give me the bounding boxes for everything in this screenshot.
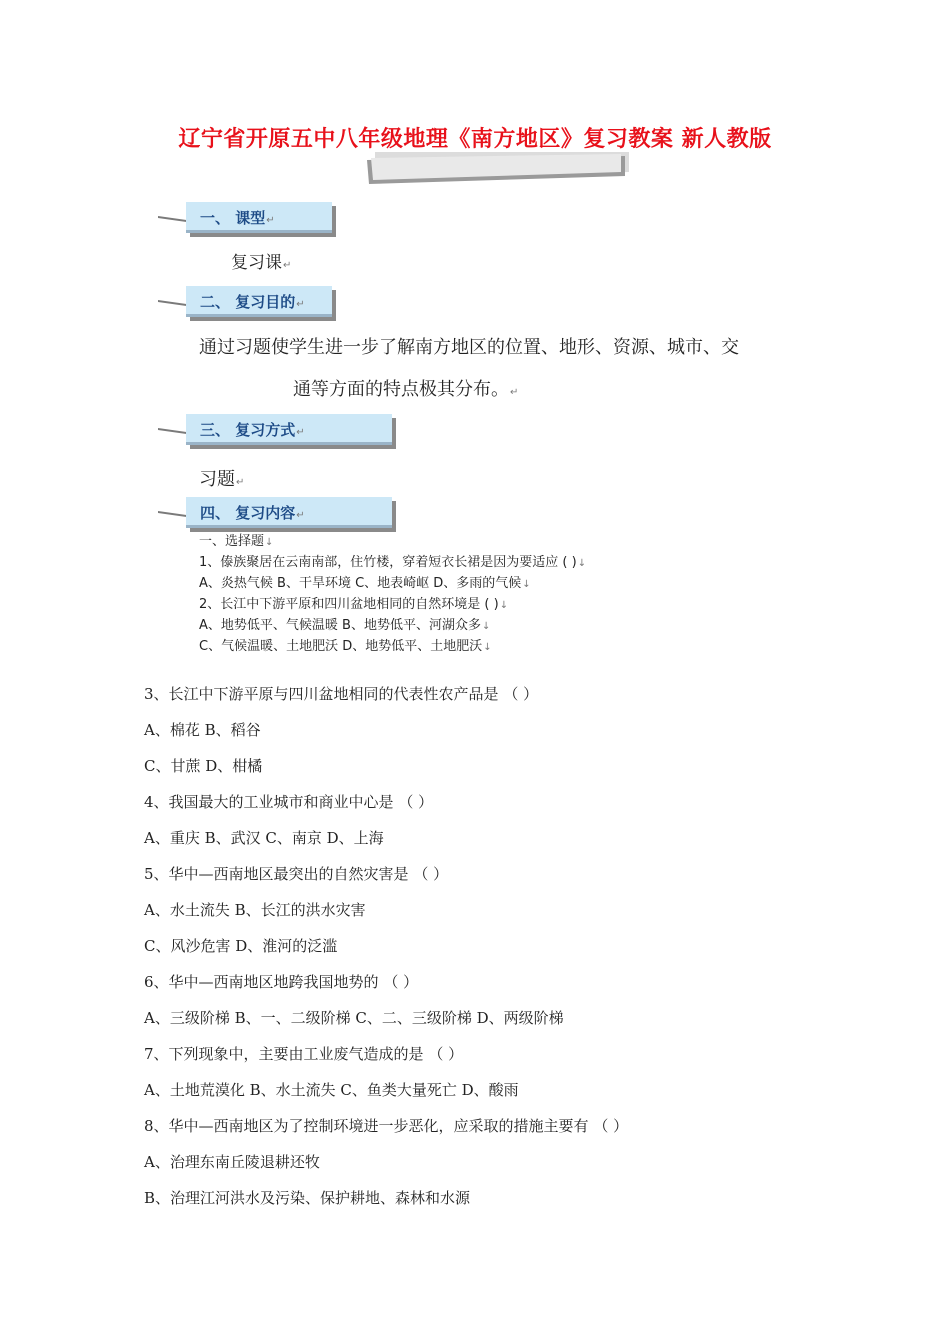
small-item bbox=[199, 530, 273, 549]
paragraph-mark-icon: ↵ bbox=[296, 427, 305, 438]
small-item bbox=[199, 551, 586, 570]
section-banner-review-goal bbox=[158, 286, 332, 318]
banner-box bbox=[186, 202, 332, 233]
answer-option-line: A、重庆 B、武汉 C、南京 D、上海 bbox=[144, 829, 384, 847]
answer-option-line: C、甘蔗 D、柑橘 bbox=[144, 757, 263, 775]
answer-option-line: C、风沙危害 D、淮河的泛滥 bbox=[144, 937, 338, 955]
question-line: 3、长江中下游平原与四川盆地相同的代表性农产品是 （ ） bbox=[144, 685, 539, 703]
title-shadow-decoration bbox=[363, 150, 631, 186]
section-content-review-method bbox=[199, 465, 244, 491]
line-break-icon: ↓ bbox=[577, 558, 587, 569]
small-item bbox=[199, 614, 490, 633]
banner-box bbox=[186, 286, 332, 317]
item-text: A、地势低平、气候温暖 B、地势低平、河湖众多 bbox=[199, 618, 481, 633]
paragraph-mark-icon: ↵ bbox=[266, 215, 275, 226]
banner-box bbox=[186, 414, 392, 445]
section-banner-course-type bbox=[158, 202, 332, 234]
answer-option-line: A、土地荒漠化 B、水土流失 C、鱼类大量死亡 D、酸雨 bbox=[144, 1081, 519, 1099]
document-title: 辽宁省开原五中八年级地理《南方地区》复习教案 新人教版 bbox=[178, 127, 772, 152]
answer-option-line: A、三级阶梯 B、一、二级阶梯 C、二、三级阶梯 D、两级阶梯 bbox=[144, 1009, 564, 1027]
small-item bbox=[199, 593, 508, 612]
content-text: 复习课 bbox=[231, 253, 282, 273]
answer-option-line: A、治理东南丘陵退耕还牧 bbox=[144, 1153, 320, 1171]
section-banner-review-content bbox=[158, 497, 392, 529]
content-text: 习题 bbox=[199, 469, 235, 490]
line-break-icon: ↓ bbox=[483, 642, 492, 653]
answer-option-line: B、治理江河洪水及污染、保护耕地、森林和水源 bbox=[144, 1189, 471, 1207]
section-heading: 四、 复习内容 bbox=[200, 504, 296, 522]
item-text: A、炎热气候 B、干旱环境 C、地表崎岖 D、多雨的气候 bbox=[199, 576, 522, 591]
answer-option-line: A、水土流失 B、长江的洪水灾害 bbox=[144, 901, 366, 919]
section-content-review-goal-line2 bbox=[293, 375, 518, 401]
paragraph-mark-icon: ↵ bbox=[283, 260, 292, 271]
item-text: 1、傣族聚居在云南南部，住竹楼，穿着短衣长裙是因为要适应 ( ) bbox=[199, 555, 577, 570]
item-text: C、气候温暖、土地肥沃 D、地势低平、土地肥沃 bbox=[199, 639, 483, 654]
answer-option-line: A、棉花 B、稻谷 bbox=[144, 721, 261, 739]
item-text: 2、长江中下游平原和四川盆地相同的自然环境是 ( ) bbox=[199, 597, 499, 612]
paragraph-mark-icon: ↵ bbox=[236, 477, 245, 488]
small-item bbox=[199, 572, 531, 591]
section-banner-review-method bbox=[158, 414, 392, 446]
section-content-course-type bbox=[231, 248, 291, 273]
section-heading: 三、 复习方式 bbox=[200, 421, 296, 439]
question-line: 7、下列现象中，主要由工业废气造成的是 （ ） bbox=[144, 1045, 464, 1063]
question-line: 8、华中—西南地区为了控制环境进一步恶化，应采取的措施主要有 （ ） bbox=[144, 1117, 629, 1135]
question-line: 4、我国最大的工业城市和商业中心是 （ ） bbox=[144, 793, 434, 811]
paragraph-mark-icon: ↵ bbox=[296, 299, 305, 310]
line-break-icon: ↓ bbox=[522, 579, 531, 590]
content-text: 通等方面的特点极其分布。 bbox=[293, 379, 509, 400]
paragraph-mark-icon: ↵ bbox=[510, 387, 519, 398]
question-line: 6、华中—西南地区地跨我国地势的 （ ） bbox=[144, 973, 419, 991]
section-heading: 一、 课型 bbox=[200, 209, 266, 227]
section-content-review-goal-line1: 通过习题使学生进一步了解南方地区的位置、地形、资源、城市、交 bbox=[199, 337, 739, 358]
line-break-icon: ↓ bbox=[499, 600, 509, 611]
question-line: 5、华中—西南地区最突出的自然灾害是 （ ） bbox=[144, 865, 449, 883]
section-heading: 二、 复习目的 bbox=[200, 293, 296, 311]
item-text: 一、选择题 bbox=[199, 534, 265, 549]
line-break-icon: ↓ bbox=[265, 537, 274, 548]
line-break-icon: ↓ bbox=[481, 621, 491, 632]
banner-box bbox=[186, 497, 392, 528]
paragraph-mark-icon: ↵ bbox=[296, 510, 305, 521]
small-item bbox=[199, 635, 492, 654]
